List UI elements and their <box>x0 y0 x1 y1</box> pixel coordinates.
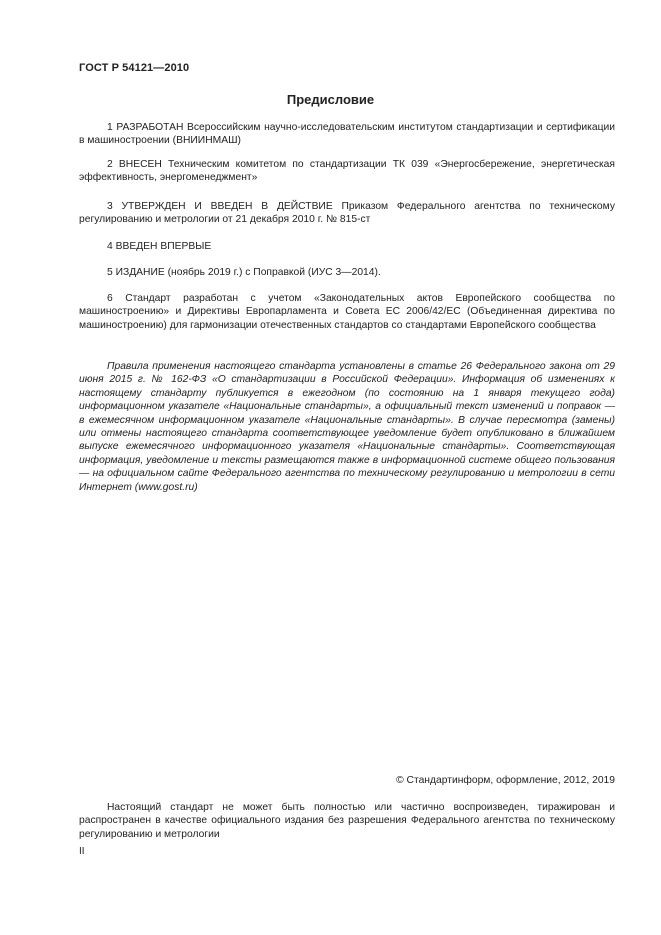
standard-code-header: ГОСТ Р 54121—2010 <box>79 62 190 74</box>
application-rules-notice: Правила применения настоящего стандарта установлены в статье 26 Федерального закона от 29 июня 2015 г. № 162-ФЗ «О стандартизации в Российской Федерации». Информация об изменениях к настоящему стандарту публикуется в ежегодном (по состоянию на 1 января текущего года) информационном указателе «Национальные стандарты», а официальный текст изменений и поправок — в ежемесячном информационном указателе «Национальные стандарты». В случае пересмотра (замены) или отмены настоящего стандарта соответствующее уведомление будет опубликовано в ближайшем выпуске ежемесячного информационного указателя «Национальные стандарты». Соответствующая информация, уведомление и тексты размещаются также в информационной системе общего пользования — на официальном сайте Федерального агентства по техническому регулированию и метрологии в сети Интернет (www.gost.ru) <box>79 361 615 493</box>
copyright-line: © Стандартинформ, оформление, 2012, 2019 <box>396 775 615 786</box>
foreword-item-2: 2 ВНЕСЕН Техническим комитетом по стандартизации ТК 039 «Энергосбережение, энергетическая эффективность, энергоменеджмент» <box>79 159 615 184</box>
foreword-item-1: 1 РАЗРАБОТАН Всероссийским научно-исследовательским институтом стандартизации и сертификации в машиностроении (ВНИИНМАШ) <box>79 122 615 147</box>
foreword-item-4: 4 ВВЕДЕН ВПЕРВЫЕ <box>107 241 212 252</box>
foreword-item-3: 3 УТВЕРЖДЕН И ВВЕДЕН В ДЕЙСТВИЕ Приказом Федерального агентства по техническому регулированию и метрологии от 21 декабря 2010 г. № 815-ст <box>79 201 615 226</box>
foreword-item-5: 5 ИЗДАНИЕ (ноябрь 2019 г.) с Поправкой (ИУС 3—2014). <box>107 267 381 278</box>
foreword-heading: Предисловие <box>286 92 375 107</box>
foreword-item-6: 6 Стандарт разработан с учетом «Законодательных актов Европейского сообщества по машиностроению» и Директивы Европарламента и Совета ЕС 2006/42/ЕС (Объединенная директива по машиностроению) для гармонизации отечественных стандартов со стандартами Европейского сообщества <box>79 293 615 331</box>
page-number: II <box>79 846 85 857</box>
reproduction-notice: Настоящий стандарт не может быть полностью или частично воспроизведен, тиражирован и распространен в качестве официального издания без разрешения Федерального агентства по техническому регулированию и метрологии <box>79 802 615 840</box>
